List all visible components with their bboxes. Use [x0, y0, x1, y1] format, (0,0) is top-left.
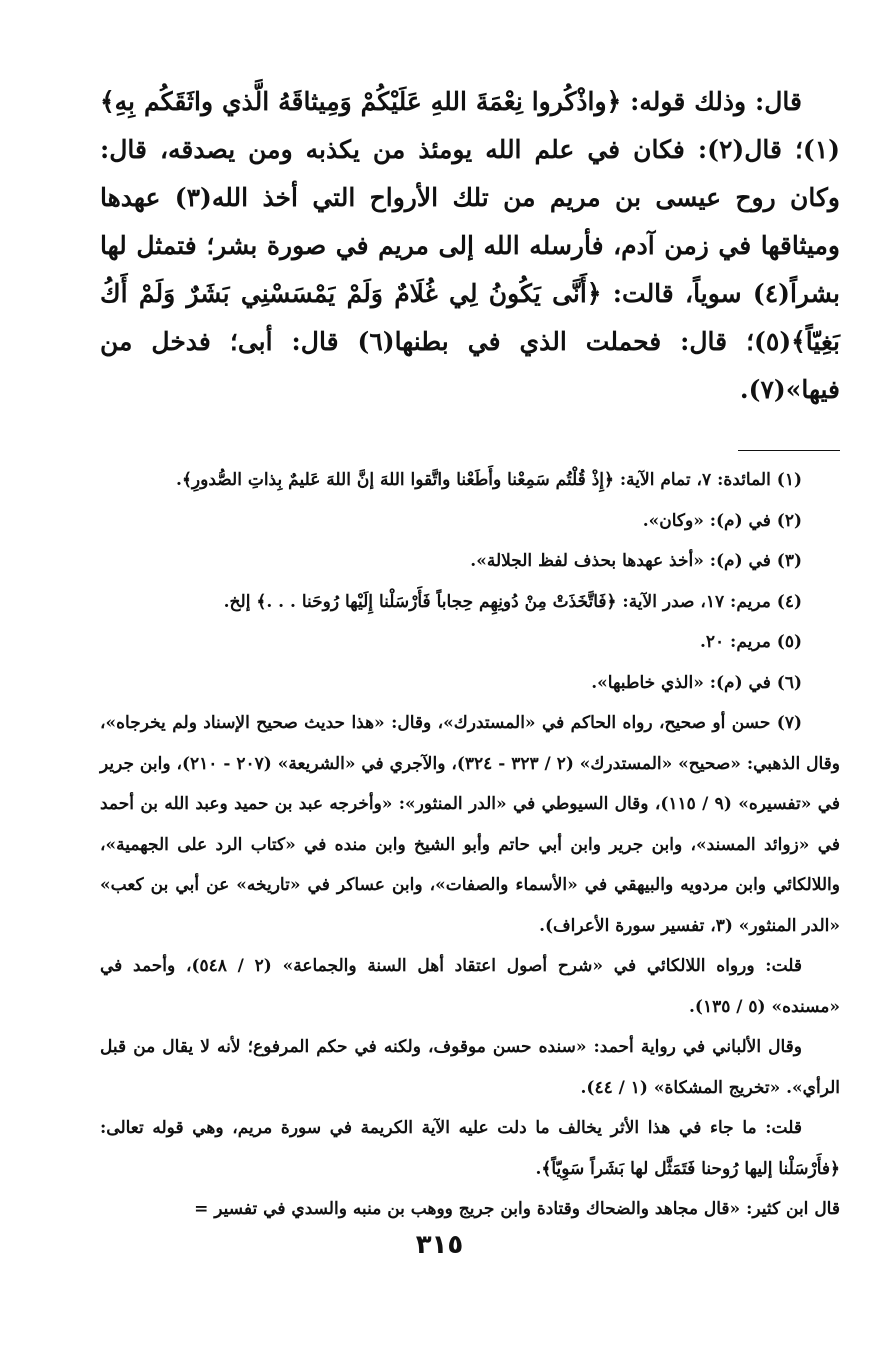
footnote-7: (٧) حسن أو صحيح، رواه الحاكم في «المستدرك»، وقال: «هذا حديث صحيح الإسناد ولم يخرجاه»، وقال الذهبي: «صحيح» «المستدرك» (٢ / ٣٢٣ - ٣٢٤)، والآجري في «الشريعة» (٢٠٧ - ٢١٠)، وابن جرير في «تفسيره» (٩ / ١١٥)، وقال السيوطي في «الدر المنثور»: «وأخرجه عبد بن حميد وعبد الله بن أحمد في «زوائد المسند»، وابن جرير وابن أبي حاتم وأبو الشيخ وابن منده في «كتاب الرد على الجهمية»، واللالكائي وابن مردويه والبيهقي في «الأسماء والصفات»، وابن عساكر في «تاريخه» عن أبي بن كعب» «الدر المنثور» (٣، تفسير سورة الأعراف). [100, 713, 840, 936]
footnote-7-note-4: قال ابن كثير: «قال مجاهد والضحاك وقتادة وابن جريج ووهب بن منبه والسدي في تفسير = [194, 1199, 840, 1219]
footnote-4: (٤) مريم: ١٧، صدر الآية: ﴿فَاتَّخَذَتْ مِنْ دُونِهِم حِجاباً فَأَرْسَلْنا إِلَيْها رُوحَنا . . .﴾ إلخ. [223, 591, 802, 612]
footnote-1: (١) المائدة: ٧، تمام الآية: ﴿إِذْ قُلْتُم سَمِعْنا وأَطَعْنا واتَّقوا اللهَ إنَّ اللهَ عَليمٌ بِذاتِ الصُّدورِ﴾. [176, 470, 802, 490]
document-page [100, 78, 840, 1219]
footnote-3: (٣) في (م): «أخذ عهدها بحذف لفظ الجلالة». [470, 551, 802, 571]
footnote-5: (٥) مريم: ٢٠. [699, 632, 802, 652]
main-paragraph: قال: وذلك قوله: ﴿واذْكُروا نِعْمَةَ اللهِ عَلَيْكُمْ وَمِيثاقَهُ الَّذي واثَقَكُم بِهِ﴾(١)؛ قال(٢): فكان في علم الله يومئذ من يكذبه ومن يصدقه، قال: وكان روح عيسى بن مريم من تلك الأرواح التي أخذ الله(٣) عهدها وميثاقها في زمن آدم، فأرسله الله إلى مريم في صورة بشر؛ فتمثل لها بشراً(٤) سوياً، قالت: ﴿أَنَّى يَكُونُ لِي غُلَامٌ وَلَمْ يَمْسَسْنِي بَشَرٌ وَلَمْ أَكُ بَغِيّاً﴾(٥)؛ قال: فحملت الذي في بطنها(٦) قال: أبى؛ فدخل من فيها»(٧). [100, 87, 840, 404]
main-text-block [100, 78, 840, 414]
page-number: ٣١٥ [415, 1230, 464, 1260]
footnote-separator [738, 450, 840, 451]
footnote-7-note-1: قلت: ورواه اللالكائي في «شرح أصول اعتقاد أهل السنة والجماعة» (٢ / ٥٤٨)، وأحمد في «مسنده» (٥ / ١٣٥). [100, 956, 840, 1017]
footnote-7-note-2: وقال الألباني في رواية أحمد: «سنده حسن موقوف، ولكنه في حكم المرفوع؛ لأنه لا يقال من قبل الرأي». «تخريج المشكاة» (١ / ٤٤). [100, 1037, 840, 1098]
footnote-2: (٢) في (م): «وكان». [642, 510, 802, 531]
footnote-7-note-3: قلت: ما جاء في هذا الأثر يخالف ما دلت عليه الآية الكريمة في سورة مريم، وهي قوله تعالى: ﴿فأَرْسَلْنا إليها رُوحنا فَتَمَثَّل لها بَشَراً سَوِيّاً﴾. [100, 1118, 840, 1179]
footnotes-block [100, 460, 840, 1230]
footnote-6: (٦) في (م): «الذي خاطبها». [591, 672, 802, 693]
